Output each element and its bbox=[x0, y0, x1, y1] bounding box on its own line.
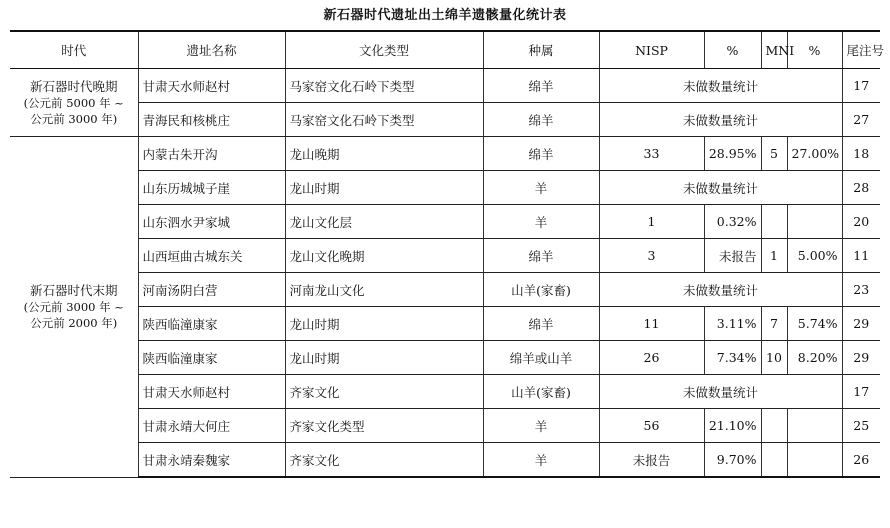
header-row bbox=[10, 31, 880, 69]
note-cell: 29 bbox=[842, 307, 880, 341]
nisp-cell: 26 bbox=[599, 341, 704, 375]
site-cell: 甘肃天水师赵村 bbox=[138, 69, 285, 103]
culture-cell: 龙山文化晚期 bbox=[285, 239, 483, 273]
mni-percent-cell: 5.74% bbox=[787, 307, 842, 341]
species-cell: 山羊(家畜) bbox=[483, 273, 599, 307]
note-cell: 17 bbox=[842, 69, 880, 103]
note-cell: 28 bbox=[842, 171, 880, 205]
mni-percent-cell bbox=[787, 409, 842, 443]
no-statistics-cell: 未做数量统计 bbox=[599, 103, 842, 137]
table-row bbox=[10, 443, 880, 478]
culture-cell: 河南龙山文化 bbox=[285, 273, 483, 307]
mni-cell bbox=[761, 409, 787, 443]
note-cell: 18 bbox=[842, 137, 880, 171]
period-range-start: (公元前 5000 年 ~ bbox=[23, 95, 124, 110]
mni-cell bbox=[761, 205, 787, 239]
header-nisp: NISP bbox=[599, 31, 704, 69]
period-range-end: 公元前 2000 年) bbox=[30, 315, 118, 330]
species-cell: 绵羊 bbox=[483, 307, 599, 341]
header-culture: 文化类型 bbox=[285, 31, 483, 69]
table-row bbox=[10, 341, 880, 375]
nisp-cell: 56 bbox=[599, 409, 704, 443]
table-row bbox=[10, 239, 880, 273]
table-row bbox=[10, 273, 880, 307]
table-row bbox=[10, 171, 880, 205]
header-nisp-percent: % bbox=[704, 31, 761, 69]
nisp-percent-cell: 未报告 bbox=[704, 239, 761, 273]
mni-cell bbox=[761, 443, 787, 478]
nisp-percent-cell: 7.34% bbox=[704, 341, 761, 375]
nisp-percent-cell: 3.11% bbox=[704, 307, 761, 341]
species-cell: 羊 bbox=[483, 205, 599, 239]
species-cell: 山羊(家畜) bbox=[483, 375, 599, 409]
site-cell: 山西垣曲古城东关 bbox=[138, 239, 285, 273]
note-cell: 23 bbox=[842, 273, 880, 307]
site-cell: 甘肃永靖秦魏家 bbox=[138, 443, 285, 478]
nisp-cell: 未报告 bbox=[599, 443, 704, 478]
culture-cell: 龙山晚期 bbox=[285, 137, 483, 171]
site-cell: 山东历城城子崖 bbox=[138, 171, 285, 205]
nisp-percent-cell: 28.95% bbox=[704, 137, 761, 171]
no-statistics-cell: 未做数量统计 bbox=[599, 273, 842, 307]
nisp-cell: 33 bbox=[599, 137, 704, 171]
note-cell: 25 bbox=[842, 409, 880, 443]
culture-cell: 龙山文化层 bbox=[285, 205, 483, 239]
no-statistics-cell: 未做数量统计 bbox=[599, 69, 842, 103]
site-cell: 陕西临潼康家 bbox=[138, 307, 285, 341]
nisp-cell: 1 bbox=[599, 205, 704, 239]
culture-cell: 齐家文化类型 bbox=[285, 409, 483, 443]
period-range-end: 公元前 3000 年) bbox=[30, 111, 118, 126]
site-cell: 山东泗水尹家城 bbox=[138, 205, 285, 239]
note-cell: 20 bbox=[842, 205, 880, 239]
nisp-percent-cell: 21.10% bbox=[704, 409, 761, 443]
note-cell: 26 bbox=[842, 443, 880, 478]
culture-cell: 龙山时期 bbox=[285, 341, 483, 375]
species-cell: 羊 bbox=[483, 171, 599, 205]
table-row bbox=[10, 137, 880, 171]
site-cell: 河南汤阴白营 bbox=[138, 273, 285, 307]
culture-cell: 马家窑文化石岭下类型 bbox=[285, 69, 483, 103]
mni-cell: 5 bbox=[761, 137, 787, 171]
culture-cell: 龙山时期 bbox=[285, 307, 483, 341]
table-row bbox=[10, 103, 880, 137]
header-species: 种属 bbox=[483, 31, 599, 69]
species-cell: 绵羊 bbox=[483, 239, 599, 273]
species-cell: 绵羊 bbox=[483, 137, 599, 171]
period-range-start: (公元前 3000 年 ~ bbox=[23, 299, 124, 314]
mni-percent-cell: 27.00% bbox=[787, 137, 842, 171]
species-cell: 绵羊或山羊 bbox=[483, 341, 599, 375]
mni-cell: 7 bbox=[761, 307, 787, 341]
header-mni-percent: % bbox=[787, 31, 842, 69]
mni-percent-cell: 8.20% bbox=[787, 341, 842, 375]
table-row bbox=[10, 409, 880, 443]
period-cell-late bbox=[10, 69, 138, 137]
table-title: 新石器时代遗址出土绵羊遗骸量化统计表 bbox=[323, 8, 567, 23]
table-row bbox=[10, 69, 880, 103]
species-cell: 羊 bbox=[483, 443, 599, 478]
no-statistics-cell: 未做数量统计 bbox=[599, 375, 842, 409]
statistics-table bbox=[10, 30, 885, 478]
species-cell: 绵羊 bbox=[483, 69, 599, 103]
note-cell: 17 bbox=[842, 375, 880, 409]
header-period: 时代 bbox=[10, 31, 138, 69]
mni-cell: 1 bbox=[761, 239, 787, 273]
period-cell-terminal bbox=[10, 137, 138, 478]
header-site: 遗址名称 bbox=[138, 31, 285, 69]
culture-cell: 龙山时期 bbox=[285, 171, 483, 205]
nisp-cell: 3 bbox=[599, 239, 704, 273]
period-name: 新石器时代晚期 bbox=[29, 78, 118, 94]
note-cell: 11 bbox=[842, 239, 880, 273]
period-name: 新石器时代末期 bbox=[29, 282, 118, 298]
header-mni: MNI bbox=[761, 31, 787, 69]
mni-percent-cell bbox=[787, 205, 842, 239]
mni-cell: 10 bbox=[761, 341, 787, 375]
site-cell: 甘肃天水师赵村 bbox=[138, 375, 285, 409]
culture-cell: 马家窑文化石岭下类型 bbox=[285, 103, 483, 137]
site-cell: 青海民和核桃庄 bbox=[138, 103, 285, 137]
site-cell: 陕西临潼康家 bbox=[138, 341, 285, 375]
species-cell: 绵羊 bbox=[483, 103, 599, 137]
site-cell: 内蒙古朱开沟 bbox=[138, 137, 285, 171]
nisp-cell: 11 bbox=[599, 307, 704, 341]
header-note: 尾注号 bbox=[842, 31, 880, 69]
culture-cell: 齐家文化 bbox=[285, 375, 483, 409]
table-row bbox=[10, 375, 880, 409]
nisp-percent-cell: 0.32% bbox=[704, 205, 761, 239]
mni-percent-cell bbox=[787, 443, 842, 478]
note-cell: 29 bbox=[842, 341, 880, 375]
species-cell: 羊 bbox=[483, 409, 599, 443]
site-cell: 甘肃永靖大何庄 bbox=[138, 409, 285, 443]
no-statistics-cell: 未做数量统计 bbox=[599, 171, 842, 205]
table-row bbox=[10, 307, 880, 341]
nisp-percent-cell: 9.70% bbox=[704, 443, 761, 478]
note-cell: 27 bbox=[842, 103, 880, 137]
table-row bbox=[10, 205, 880, 239]
culture-cell: 齐家文化 bbox=[285, 443, 483, 478]
mni-percent-cell: 5.00% bbox=[787, 239, 842, 273]
